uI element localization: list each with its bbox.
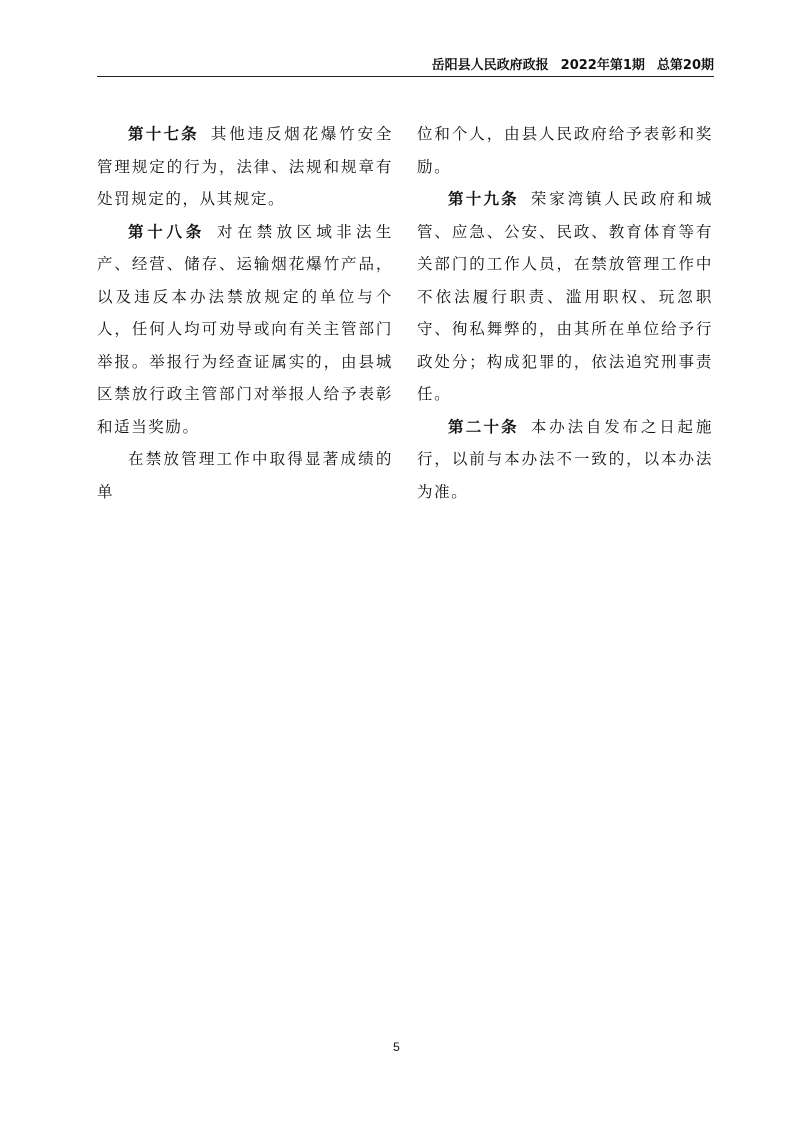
article-20 <box>417 411 713 509</box>
article-17-number: 第十七条 <box>128 125 199 143</box>
header-rule <box>97 76 714 77</box>
article-17-text: 其他违反烟花爆竹安全管理规定的行为，法律、法规和规章有处罚规定的，从其规定。 <box>97 125 393 208</box>
issue-number: 2022年第1期 <box>560 58 645 73</box>
article-18-paragraph-2-start: 在禁放管理工作中取得显著成绩的单 <box>97 450 393 501</box>
article-20-text: 本办法自发布之日起施行，以前与本办法不一致的，以本办法为准。 <box>417 417 713 501</box>
left-column <box>97 118 393 508</box>
total-issue-number: 总第20期 <box>656 58 714 73</box>
article-20-number: 第二十条 <box>448 417 519 436</box>
page-number: 5 <box>393 1040 400 1054</box>
publication-name: 岳阳县人民政府政报 <box>431 58 549 73</box>
article-18-text: 对在禁放区域非法生产、经营、储存、运输烟花爆竹产品，以及违反本办法禁放规定的单位与个人，任何人均可劝导或向有关主管部门举报。举报行为经查证属实的，由县城区禁放行政主管部门对举报人给予表彰和适当奖励。 <box>97 222 393 436</box>
article-19 <box>417 183 713 411</box>
article-19-text: 荣家湾镇人民政府和城管、应急、公安、民政、教育体育等有关部门的工作人员，在禁放管理工作中不依法履行职责、滥用职权、玩忽职守、徇私舞弊的，由其所在单位给予行政处分；构成犯罪的，依法追究刑事责任。 <box>417 190 713 403</box>
right-column <box>417 118 713 508</box>
page-header <box>97 56 714 76</box>
article-18-number: 第十八条 <box>128 222 206 241</box>
article-19-number: 第十九条 <box>448 190 519 208</box>
article-18-paragraph-2-end: 位和个人，由县人民政府给予表彰和奖励。 <box>417 125 713 176</box>
article-18 <box>97 216 393 444</box>
article-17 <box>97 118 393 216</box>
